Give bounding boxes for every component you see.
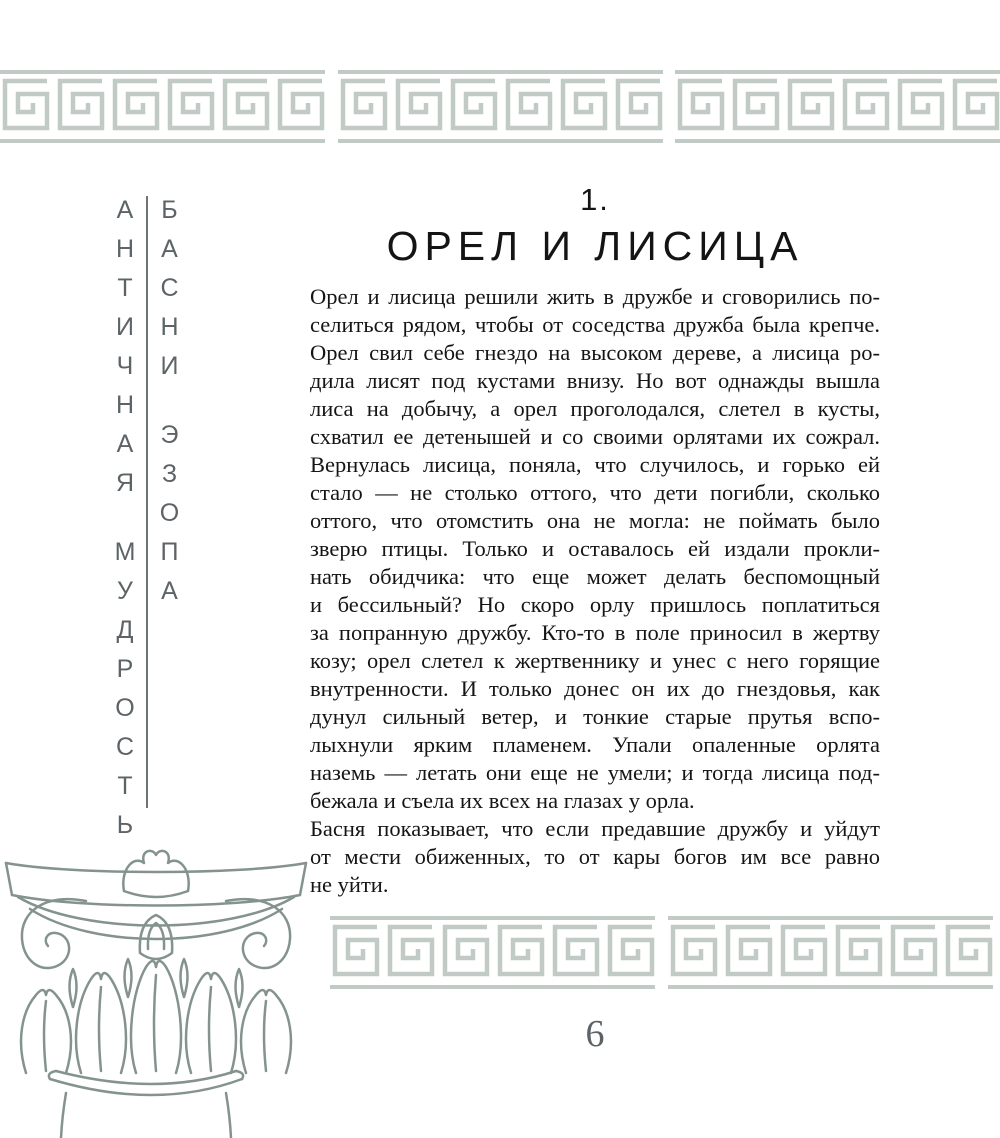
text-line: Орел свил себе гнездо на высоком дереве, а лисица ро-: [310, 340, 880, 365]
text-line: Вернулась лисица, поняла, что случилось, и горько ей: [310, 452, 880, 477]
moral-paragraph: [310, 815, 880, 899]
text-line: дила лисят под кустами внизу. Но вот однажды вышла: [310, 368, 880, 393]
text-line: Орел и лисица решили жить в дружбе и сговорились по-: [310, 284, 880, 309]
text-line: лиса на добычу, а орел проголодался, слетел в кусты,: [310, 396, 880, 421]
sidebar-divider: [146, 196, 148, 808]
text-line: дунул сильный ветер, и тонкие старые прутья вспо-: [310, 704, 880, 729]
page-number: 6: [585, 1013, 605, 1055]
text-line: лыхнули ярким пламенем. Упали опаленные орлята: [310, 732, 880, 757]
text-line: стало — не столько оттого, что дети погибли, сколько: [310, 480, 880, 505]
greek-key-icon: [668, 916, 993, 989]
text-line: козу; орел слетел к жертвеннику и унес с него горящие: [310, 648, 880, 673]
text-line: Басня показывает, что если предавшие дружбу и уйдут: [310, 816, 880, 841]
text-line: наземь — летать они еще не умели; и тогда лисица под-: [310, 760, 880, 785]
greek-key-icon: [675, 70, 1000, 143]
astragal: [56, 1071, 236, 1084]
text-line: и бессильный? Но скоро орлу пришлось поплатиться: [310, 592, 880, 617]
heading: [310, 182, 880, 270]
text-line: селиться рядом, чтобы от соседства дружба была крепче.: [310, 312, 880, 337]
fable-paragraph: [310, 283, 880, 815]
greek-key-icon: [338, 70, 663, 143]
greek-key-border-bottom: [330, 916, 993, 989]
chapter-number: 1.: [580, 182, 610, 217]
greek-key-icon: [0, 70, 325, 143]
text-line: не уйти.: [310, 872, 389, 897]
text-line: бежала и съела их всех на глазах у орла.: [310, 788, 695, 813]
text-line: внутренности. И только донес он их до гнездовья, как: [310, 676, 880, 701]
series-title-vertical: [112, 196, 137, 850]
text-line: зверю птицы. Только и оставалось ей издали прокли-: [310, 536, 880, 561]
page-title: ОРЕЛ И ЛИСИЦА: [386, 223, 804, 269]
text-line: оттого, что отомстить она не могла: не поймать было: [310, 508, 880, 533]
book-title-vertical: [157, 196, 182, 616]
book-title-word2: ЭЗОПА: [155, 421, 184, 616]
text-line: от мести обиженных, то от кары богов им все равно: [310, 844, 880, 869]
sidebar: [112, 196, 182, 850]
text-line: нать обидчика: что еще может делать беспомощный: [310, 564, 880, 589]
text-line: схватил ее детенышей и со своими орлятами их сожрал.: [310, 424, 880, 449]
series-title-word2: МУДРОСТЬ: [111, 538, 139, 850]
corinthian-column-illustration: [2, 845, 310, 1138]
series-title-word1: АНТИЧНАЯ: [111, 196, 139, 508]
abacus: [6, 863, 306, 872]
book-title-word1: БАСНИ: [155, 196, 184, 391]
column-shaft: [61, 1093, 66, 1138]
fable-text: [310, 283, 880, 899]
text-line: за попранную дружбу. Кто-то в поле приносил в жертву: [310, 620, 880, 645]
greek-key-border-top: [0, 70, 1000, 143]
greek-key-icon: [330, 916, 655, 989]
